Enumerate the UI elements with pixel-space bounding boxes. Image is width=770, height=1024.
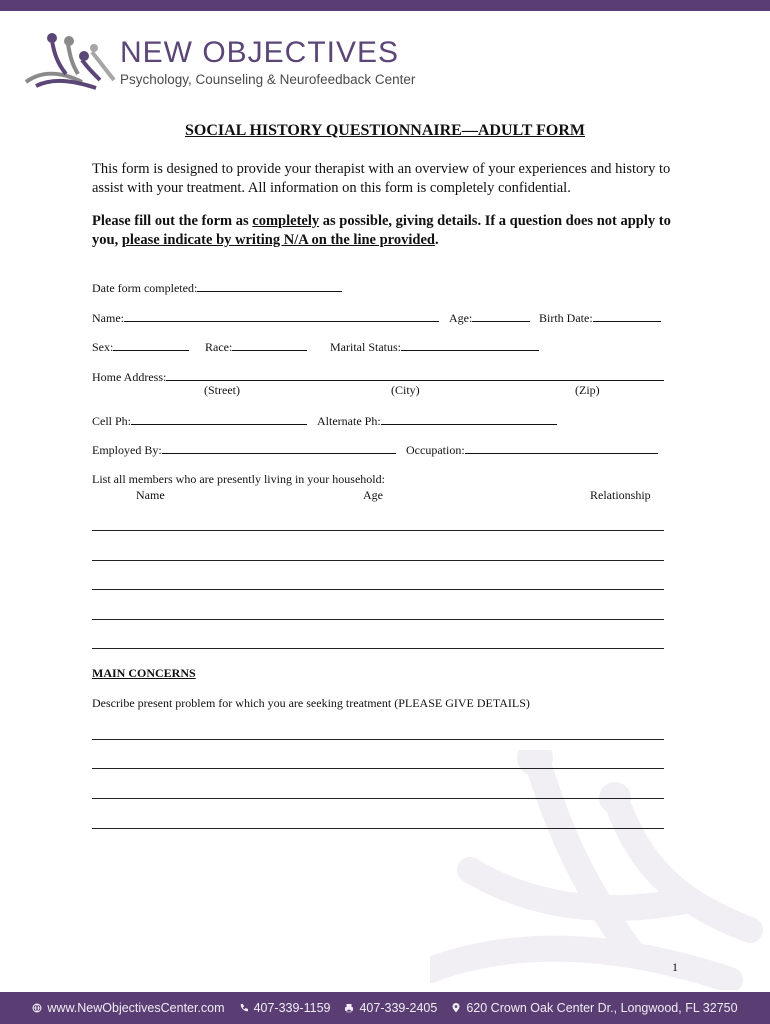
occupation-input[interactable] xyxy=(465,442,658,454)
brand-name: NEW OBJECTIVES xyxy=(120,36,400,69)
field-marital-status: Marital Status: xyxy=(330,339,539,355)
field-sex: Sex: xyxy=(92,339,189,355)
concerns-line-2[interactable] xyxy=(92,768,664,769)
marital-status-input[interactable] xyxy=(401,339,539,351)
field-race: Race: xyxy=(205,339,307,355)
field-alternate-phone: Alternate Ph: xyxy=(317,413,557,429)
brand-logo xyxy=(22,30,416,92)
form-intro: This form is designed to provide your therapist with an overview of your experiences and history to assist with your treatment. All information on this form is completely confidential. xyxy=(92,161,671,196)
cell-phone-input[interactable] xyxy=(131,413,307,425)
household-line-3[interactable] xyxy=(92,589,664,590)
concerns-line-4[interactable] xyxy=(92,828,664,829)
alternate-phone-input[interactable] xyxy=(381,413,557,425)
main-concerns-heading: MAIN CONCERNS xyxy=(92,666,196,680)
phone-icon xyxy=(239,1003,249,1013)
globe-icon xyxy=(32,1003,42,1013)
form-title: SOCIAL HISTORY QUESTIONNAIRE—ADULT FORM xyxy=(185,122,585,139)
date-completed-input[interactable] xyxy=(197,280,342,292)
field-occupation: Occupation: xyxy=(406,442,658,458)
footer-address[interactable]: 620 Crown Oak Center Dr., Longwood, FL 32750 xyxy=(451,1001,737,1015)
household-col-relationship: Relationship xyxy=(590,488,651,502)
field-date-completed: Date form completed: xyxy=(92,280,342,296)
field-age: Age: xyxy=(449,310,530,326)
household-col-name: Name xyxy=(136,488,165,502)
household-prompt: List all members who are presently living in your household: xyxy=(92,472,385,486)
name-input[interactable] xyxy=(124,310,439,322)
footer-fax[interactable]: 407-339-2405 xyxy=(344,1001,437,1015)
home-address-input[interactable] xyxy=(166,369,664,381)
concerns-line-3[interactable] xyxy=(92,798,664,799)
household-line-4[interactable] xyxy=(92,619,664,620)
main-concerns-prompt: Describe present problem for which you are seeking treatment (PLEASE GIVE DETAILS) xyxy=(92,696,530,710)
household-line-5[interactable] xyxy=(92,648,664,649)
household-col-age: Age xyxy=(363,488,383,502)
household-line-1[interactable] xyxy=(92,530,664,531)
brand-tagline: Psychology, Counseling & Neurofeedback Center xyxy=(120,72,416,87)
top-accent-bar xyxy=(0,0,770,11)
field-cell-phone: Cell Ph: xyxy=(92,413,307,429)
address-city-label: (City) xyxy=(391,383,420,397)
footer-bar xyxy=(0,992,770,1024)
address-street-label: (Street) xyxy=(204,383,240,397)
concerns-line-1[interactable] xyxy=(92,739,664,740)
address-zip-label: (Zip) xyxy=(575,383,600,397)
field-home-address: Home Address: xyxy=(92,369,664,385)
page-number: 1 xyxy=(672,960,678,974)
footer-website[interactable]: www.NewObjectivesCenter.com xyxy=(32,1001,224,1015)
employed-by-input[interactable] xyxy=(162,442,396,454)
age-input[interactable] xyxy=(472,310,530,322)
sex-input[interactable] xyxy=(113,339,189,351)
watermark-figures-icon xyxy=(430,750,770,990)
fax-icon xyxy=(344,1003,354,1013)
location-pin-icon xyxy=(451,1003,461,1013)
household-line-2[interactable] xyxy=(92,560,664,561)
footer-phone[interactable]: 407-339-1159 xyxy=(239,1001,331,1015)
logo-figures-icon xyxy=(22,30,118,92)
field-name: Name: xyxy=(92,310,439,326)
form-instructions: Please fill out the form as completely as possible, giving details. If a question does not apply to you, please indicate by writing N/A on the line provided. xyxy=(92,213,671,248)
field-birth-date: Birth Date: xyxy=(539,310,661,326)
birth-date-input[interactable] xyxy=(593,310,661,322)
race-input[interactable] xyxy=(232,339,307,351)
field-employed-by: Employed By: xyxy=(92,442,396,458)
